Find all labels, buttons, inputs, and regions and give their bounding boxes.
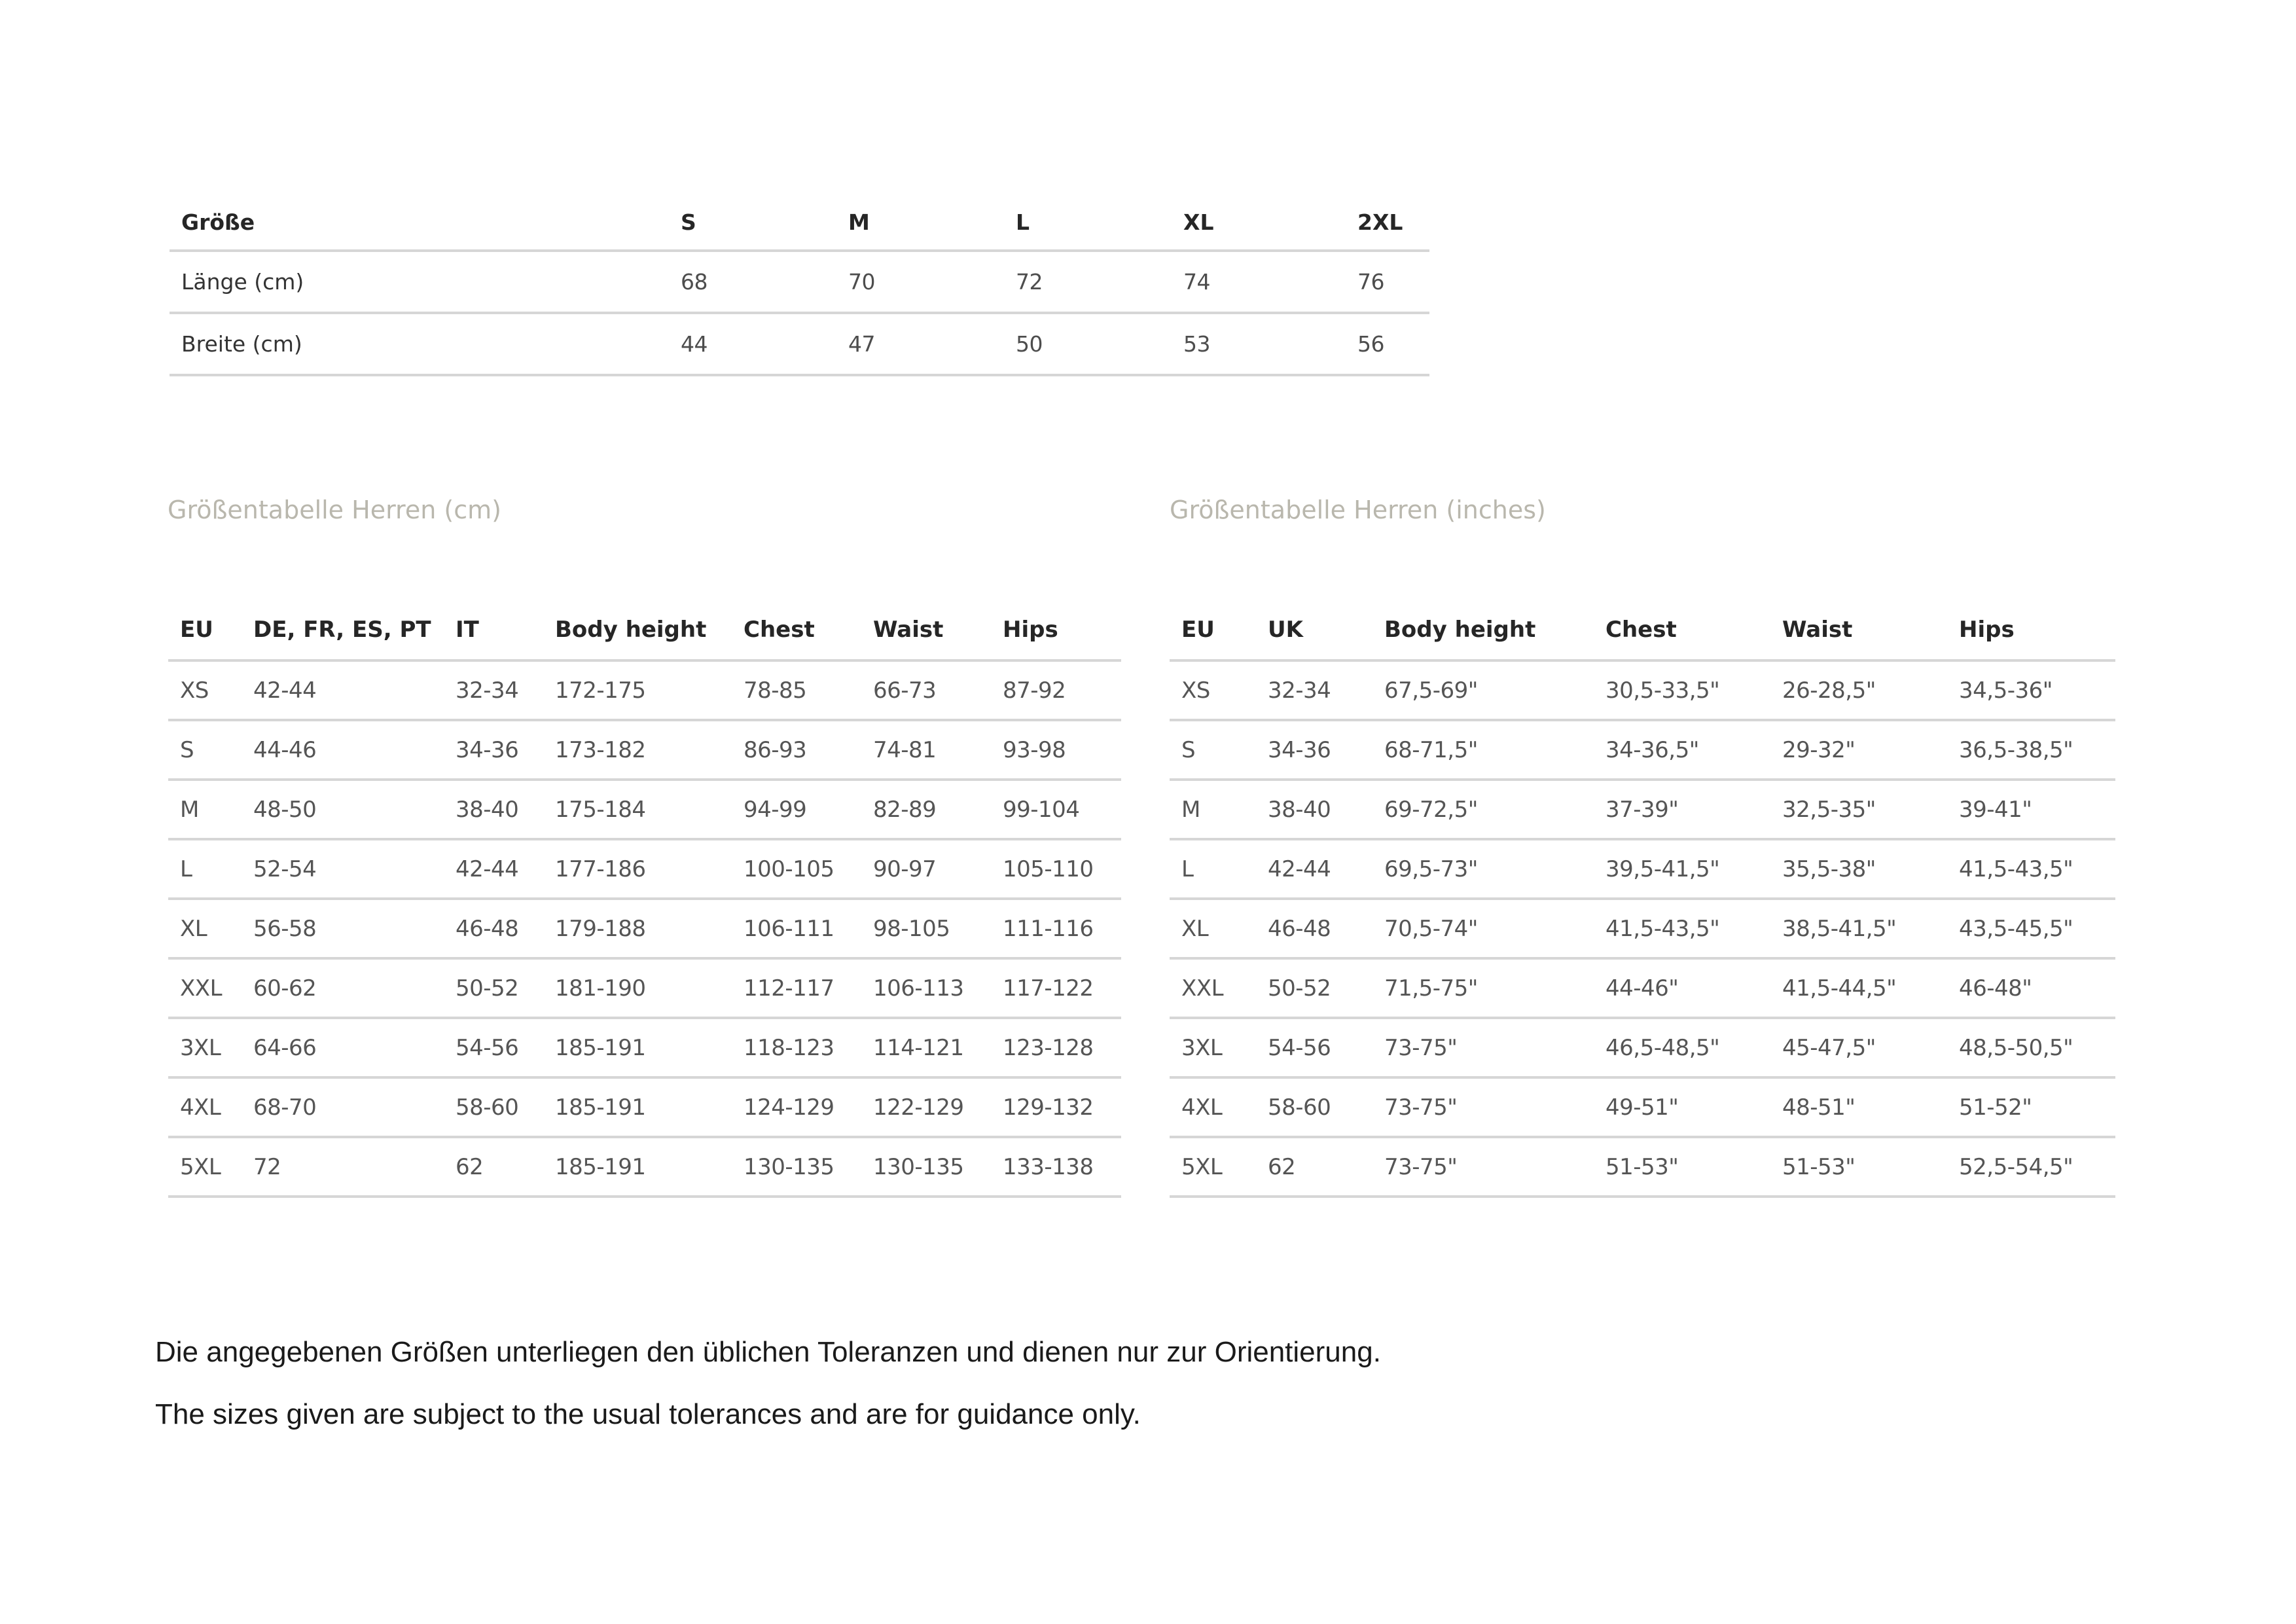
table-row [168,1077,1121,1137]
header-cell: Chest [1594,600,1770,660]
table-cell: 46-48 [444,899,543,958]
table-cell: 67,5-69" [1372,660,1594,720]
table-cell: 34,5-36" [1947,660,2115,720]
table-cell: 51-52" [1947,1077,2115,1137]
table-row [168,839,1121,899]
table-cell: 58-60 [444,1077,543,1137]
table-cell: 58-60 [1256,1077,1372,1137]
table-cell: 111-116 [991,899,1121,958]
table-cell: XXL [1170,958,1256,1018]
header-cell: Body height [1372,600,1594,660]
table-row [1170,660,2115,720]
table-cell: 181-190 [543,958,732,1018]
table-cell: 42-44 [1256,839,1372,899]
header-cell: Waist [1770,600,1947,660]
table-cell: 118-123 [732,1018,861,1077]
table-cell: 52-54 [242,839,444,899]
table-cell: 50-52 [444,958,543,1018]
table-cell: 48-51" [1770,1077,1947,1137]
inch-table-caption: Größentabelle Herren (inches) [1170,496,1546,524]
table-cell: 37-39" [1594,780,1770,839]
table-cell: 44-46" [1594,958,1770,1018]
table-row [168,720,1121,780]
header-cell: UK [1256,600,1372,660]
table-cell: 114-121 [861,1018,991,1077]
table-cell: 46,5-48,5" [1594,1018,1770,1077]
table-cell: 68-70 [242,1077,444,1137]
table-cell: 47 [836,313,1004,375]
table-cell: 99-104 [991,780,1121,839]
table-cell: 112-117 [732,958,861,1018]
table-cell: 122-129 [861,1077,991,1137]
table-cell: 53 [1172,313,1346,375]
table-cell: XS [1170,660,1256,720]
table-cell: 71,5-75" [1372,958,1594,1018]
table-row [170,313,1429,375]
table-cell: S [168,720,242,780]
table-cell: 68-71,5" [1372,720,1594,780]
table-cell: 70,5-74" [1372,899,1594,958]
table-cell: 43,5-45,5" [1947,899,2115,958]
header-cell: Chest [732,600,861,660]
table-cell: 48,5-50,5" [1947,1018,2115,1077]
table-cell: 35,5-38" [1770,839,1947,899]
table-cell: 46-48" [1947,958,2115,1018]
table-cell: 60-62 [242,958,444,1018]
table-cell: 130-135 [861,1137,991,1197]
table-cell: 69-72,5" [1372,780,1594,839]
table-cell: 49-51" [1594,1077,1770,1137]
table-cell: M [1170,780,1256,839]
table-cell: 117-122 [991,958,1121,1018]
table-row [170,251,1429,313]
header-cell: 2XL [1346,194,1429,251]
table-cell: 50 [1004,313,1172,375]
table-cell: 173-182 [543,720,732,780]
size-table-inches [1170,600,2115,1198]
table-cell: 34-36 [1256,720,1372,780]
header-cell: L [1004,194,1172,251]
table-cell: 39,5-41,5" [1594,839,1770,899]
table-cell: XL [168,899,242,958]
table-cell: 4XL [168,1077,242,1137]
table-cell: 3XL [1170,1018,1256,1077]
table-cell: 185-191 [543,1077,732,1137]
table-cell: 32,5-35" [1770,780,1947,839]
table-cell: 74 [1172,251,1346,313]
table-cell: 32-34 [444,660,543,720]
table-cell: 73-75" [1372,1077,1594,1137]
table-row [168,660,1121,720]
table-cell: 68 [669,251,836,313]
table-cell: 54-56 [1256,1018,1372,1077]
table-header-row [1170,600,2115,660]
table-cell: 66-73 [861,660,991,720]
table-cell: 41,5-43,5" [1947,839,2115,899]
table-cell: 46-48 [1256,899,1372,958]
table-cell: M [168,780,242,839]
table-cell: 51-53" [1594,1137,1770,1197]
table-cell: Länge (cm) [170,251,669,313]
table-cell: 51-53" [1770,1137,1947,1197]
table-cell: 72 [1004,251,1172,313]
header-cell: M [836,194,1004,251]
table-cell: 56 [1346,313,1429,375]
table-cell: 124-129 [732,1077,861,1137]
table-cell: 32-34 [1256,660,1372,720]
table-cell: 62 [1256,1137,1372,1197]
garment-measure-table [170,194,1429,376]
table-cell: XXL [168,958,242,1018]
header-cell: Hips [991,600,1121,660]
table-cell: 56-58 [242,899,444,958]
table-cell: 29-32" [1770,720,1947,780]
table-cell: 72 [242,1137,444,1197]
table-cell: 62 [444,1137,543,1197]
table-row [168,958,1121,1018]
table-cell: L [1170,839,1256,899]
header-cell: Waist [861,600,991,660]
table-cell: 50-52 [1256,958,1372,1018]
table-cell: 39-41" [1947,780,2115,839]
table-cell: 70 [836,251,1004,313]
table-cell: 34-36 [444,720,543,780]
table-row [168,899,1121,958]
table-cell: 87-92 [991,660,1121,720]
table-cell: 38-40 [444,780,543,839]
table-cell: 185-191 [543,1018,732,1077]
table-cell: 90-97 [861,839,991,899]
table-cell: 30,5-33,5" [1594,660,1770,720]
tolerance-note-english: The sizes given are subject to the usual tolerances and are for guidance only. [155,1398,1141,1430]
table-cell: 73-75" [1372,1137,1594,1197]
table-cell: 5XL [1170,1137,1256,1197]
table-cell: 76 [1346,251,1429,313]
table-cell: 45-47,5" [1770,1018,1947,1077]
cm-table-caption: Größentabelle Herren (cm) [168,496,501,524]
table-cell: 38-40 [1256,780,1372,839]
table-row [1170,958,2115,1018]
header-cell: EU [1170,600,1256,660]
header-cell: DE, FR, ES, PT [242,600,444,660]
table-row [1170,1018,2115,1077]
table-cell: 179-188 [543,899,732,958]
table-cell: 44 [669,313,836,375]
table-cell: 5XL [168,1137,242,1197]
table-cell: 175-184 [543,780,732,839]
table-cell: 38,5-41,5" [1770,899,1947,958]
table-cell: 100-105 [732,839,861,899]
header-cell: XL [1172,194,1346,251]
table-cell: 4XL [1170,1077,1256,1137]
table-cell: 64-66 [242,1018,444,1077]
table-cell: 130-135 [732,1137,861,1197]
table-cell: L [168,839,242,899]
table-cell: 105-110 [991,839,1121,899]
table-cell: XL [1170,899,1256,958]
table-cell: XS [168,660,242,720]
table-row [1170,720,2115,780]
table-cell: 42-44 [444,839,543,899]
table-cell: 133-138 [991,1137,1121,1197]
header-cell: S [669,194,836,251]
table-row [1170,1137,2115,1197]
table-row [1170,1077,2115,1137]
table-cell: 69,5-73" [1372,839,1594,899]
table-cell: 74-81 [861,720,991,780]
table-cell: 177-186 [543,839,732,899]
table-cell: 41,5-44,5" [1770,958,1947,1018]
header-cell: IT [444,600,543,660]
table-row [1170,780,2115,839]
table-cell: 98-105 [861,899,991,958]
table-cell: 34-36,5" [1594,720,1770,780]
header-cell: Body height [543,600,732,660]
header-cell: Größe [170,194,669,251]
table-cell: 42-44 [242,660,444,720]
table-cell: 41,5-43,5" [1594,899,1770,958]
size-table-cm [168,600,1121,1198]
table-cell: 106-113 [861,958,991,1018]
table-cell: 93-98 [991,720,1121,780]
table-header-row [170,194,1429,251]
header-cell: EU [168,600,242,660]
table-row [168,780,1121,839]
table-cell: 36,5-38,5" [1947,720,2115,780]
header-cell: Hips [1947,600,2115,660]
table-cell: S [1170,720,1256,780]
table-cell: 82-89 [861,780,991,839]
table-cell: 129-132 [991,1077,1121,1137]
table-cell: 86-93 [732,720,861,780]
table-cell: 94-99 [732,780,861,839]
table-cell: 78-85 [732,660,861,720]
table-cell: 48-50 [242,780,444,839]
table-header-row [168,600,1121,660]
table-cell: 26-28,5" [1770,660,1947,720]
table-cell: 44-46 [242,720,444,780]
table-row [1170,839,2115,899]
table-cell: 73-75" [1372,1018,1594,1077]
table-row [1170,899,2115,958]
table-cell: 123-128 [991,1018,1121,1077]
table-cell: 3XL [168,1018,242,1077]
table-cell: Breite (cm) [170,313,669,375]
table-cell: 172-175 [543,660,732,720]
table-cell: 185-191 [543,1137,732,1197]
tolerance-note-german: Die angegebenen Größen unterliegen den üblichen Toleranzen und dienen nur zur Orientierung. [155,1336,1381,1368]
table-cell: 52,5-54,5" [1947,1137,2115,1197]
table-cell: 106-111 [732,899,861,958]
table-row [168,1137,1121,1197]
table-row [168,1018,1121,1077]
table-cell: 54-56 [444,1018,543,1077]
